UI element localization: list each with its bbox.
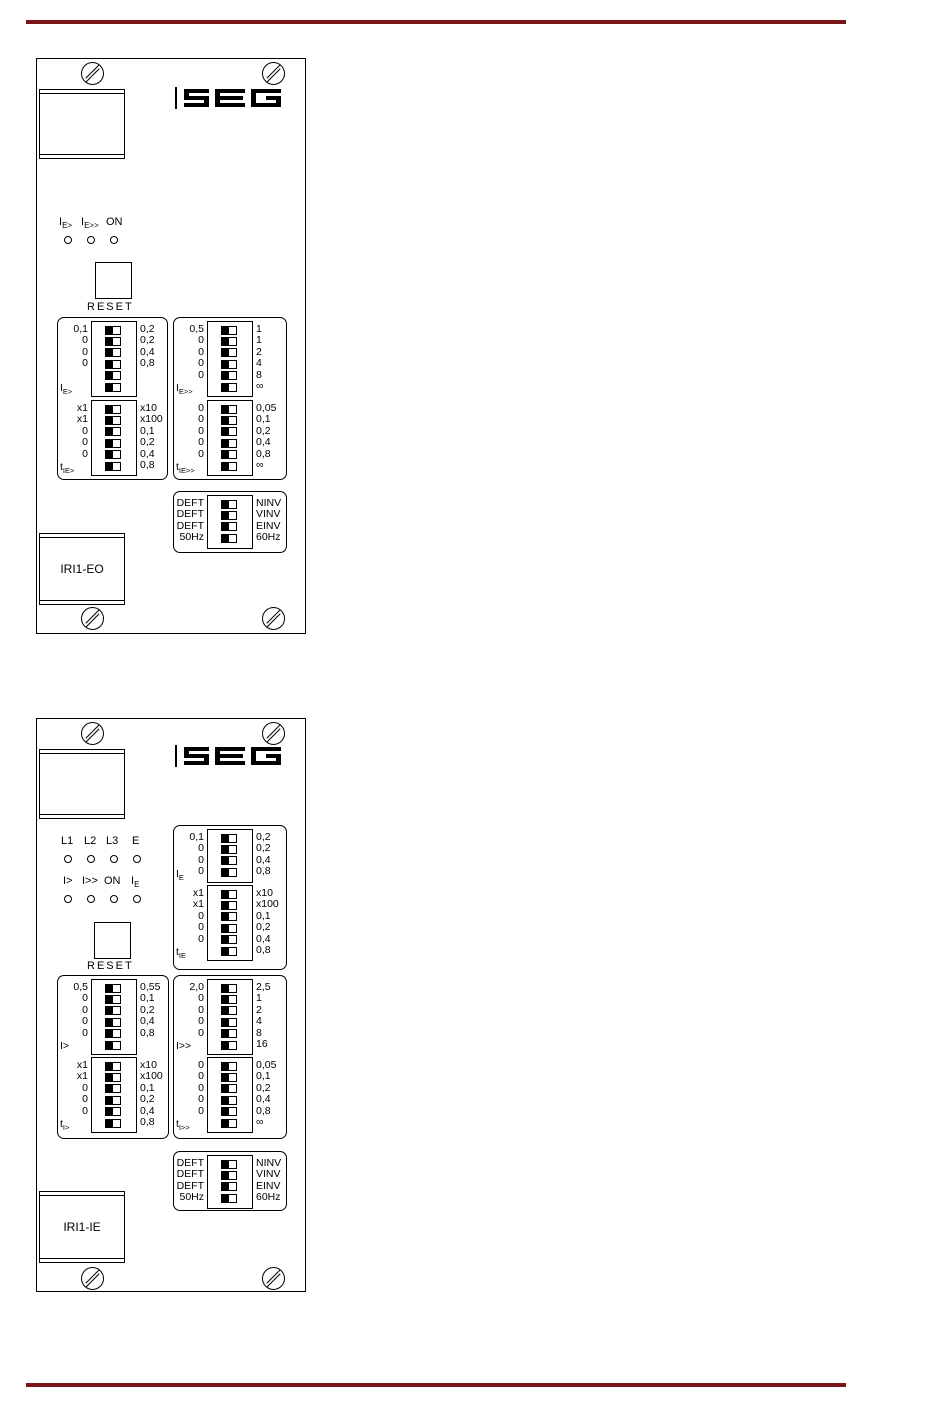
- led-indicator: [64, 855, 72, 863]
- dip-left-label: 50Hz: [179, 1191, 204, 1204]
- dip-left-label: 0: [198, 334, 204, 347]
- dip-left-label: 0: [198, 842, 204, 855]
- led-indicator: [87, 855, 95, 863]
- dip-left-label: 0: [198, 1093, 204, 1106]
- dip-switch[interactable]: [221, 856, 237, 865]
- led-indicator: [87, 895, 95, 903]
- dip-switch[interactable]: [105, 1006, 121, 1015]
- dip-right-label: 0,1: [140, 1081, 155, 1094]
- dip-right-label: 1: [256, 323, 262, 335]
- dip-right-label: NINV: [256, 1157, 282, 1169]
- dip-right-label: x100: [256, 898, 279, 911]
- dip-right-label: 0,1: [140, 992, 155, 1005]
- screw-icon: [262, 62, 285, 85]
- dip-right-label: ∞: [256, 380, 264, 392]
- reset-label: RESET: [87, 960, 134, 972]
- dip-switch[interactable]: [221, 427, 237, 436]
- led-indicator: [133, 855, 141, 863]
- dip-switch[interactable]: [221, 337, 237, 346]
- dip-right-label: 0,4: [140, 447, 155, 460]
- dip-switch[interactable]: [221, 522, 237, 531]
- dip-switch[interactable]: [105, 1018, 121, 1027]
- model-label: IRI1-EO: [60, 562, 104, 576]
- relay-front-panel-iri1-ie: [36, 718, 306, 1292]
- display-window: [39, 749, 125, 819]
- dip-right-label: 8: [256, 368, 262, 381]
- dip-left-label: 0: [198, 436, 204, 449]
- dip-switch[interactable]: [221, 1041, 237, 1050]
- footer-rule: [26, 1383, 846, 1387]
- dip-right-label: 0,2: [256, 424, 271, 437]
- dip-right-label: 0,1: [256, 909, 271, 922]
- dip-switch[interactable]: [105, 1029, 121, 1038]
- dip-left-label: 0: [82, 345, 88, 358]
- dip-switch[interactable]: [221, 1096, 237, 1105]
- dip-right-label: NINV: [256, 497, 282, 509]
- dip-right-label: 0,4: [256, 436, 271, 449]
- led-indicator: [110, 855, 118, 863]
- screw-icon: [81, 722, 104, 745]
- led-indicator: [133, 895, 141, 903]
- dip-right-label: 60Hz: [256, 1191, 281, 1204]
- dip-right-label: x10: [140, 402, 157, 414]
- dip-right-label: x10: [256, 887, 273, 899]
- dip-right-label: x100: [140, 1070, 163, 1083]
- dip-right-label: 0,1: [256, 1070, 271, 1083]
- dip-left-label: DEFT: [176, 1168, 204, 1181]
- dip-left-label: 0: [198, 1081, 204, 1094]
- model-plate: [39, 1191, 125, 1263]
- dip-switch[interactable]: [105, 427, 121, 436]
- dip-switch[interactable]: [221, 500, 237, 509]
- dip-left-label: 0: [198, 1070, 204, 1083]
- dip-switch[interactable]: [221, 1119, 237, 1128]
- dip-switch[interactable]: [105, 1062, 121, 1071]
- dip-left-label: 0: [198, 865, 204, 878]
- dip-left-label: DEFT: [176, 1157, 204, 1169]
- dip-right-label: 1: [256, 992, 262, 1005]
- dip-left-label: 0: [198, 921, 204, 934]
- dip-right-label: 0,8: [140, 1116, 155, 1128]
- dip-switch[interactable]: [105, 405, 121, 414]
- parameter-label: I>>: [176, 1040, 192, 1052]
- led-label-on: ON: [106, 216, 123, 228]
- dip-switch[interactable]: [105, 984, 121, 993]
- screw-icon: [262, 1267, 285, 1290]
- parameter-label: I>: [60, 1040, 70, 1052]
- header-rule: [26, 20, 846, 24]
- dip-right-label: ∞: [256, 1116, 264, 1128]
- dip-switch[interactable]: [221, 1160, 237, 1169]
- dip-right-label: 0,2: [256, 831, 271, 843]
- dip-switch[interactable]: [221, 360, 237, 369]
- dip-switch[interactable]: [221, 1107, 237, 1116]
- parameter-label: $t_{I>>}$: [176, 1118, 190, 1132]
- dip-left-label: DEFT: [176, 519, 204, 532]
- dip-switch[interactable]: [221, 371, 237, 380]
- dip-switch[interactable]: [221, 1194, 237, 1203]
- parameter-label: $t_{I>}$: [60, 1118, 70, 1132]
- dip-switch[interactable]: [221, 947, 237, 956]
- led-label-l1: L1: [61, 835, 74, 847]
- dip-switch[interactable]: [105, 326, 121, 335]
- parameter-label: $t_{IE>}$: [60, 461, 75, 475]
- dip-switch[interactable]: [221, 890, 237, 899]
- dip-left-label: 0: [198, 1003, 204, 1016]
- dip-right-label: 2: [256, 345, 262, 358]
- dip-left-label: 0: [82, 436, 88, 449]
- dip-left-label: 50Hz: [179, 531, 204, 544]
- dip-switch[interactable]: [105, 383, 121, 392]
- dip-right-label: 0,4: [256, 1093, 271, 1106]
- dip-left-label: 0: [82, 357, 88, 370]
- dip-right-label: 0,4: [256, 932, 271, 945]
- dip-right-label: x100: [140, 413, 163, 426]
- led-label-i-high: I>>: [82, 875, 98, 887]
- dip-right-label: 0,2: [256, 921, 271, 934]
- led-indicator: [110, 236, 118, 244]
- dip-left-label: 0: [82, 424, 88, 437]
- led-indicator: [64, 236, 72, 244]
- led-indicator: [87, 236, 95, 244]
- dip-switch[interactable]: [221, 1084, 237, 1093]
- dip-switch[interactable]: [105, 1073, 121, 1082]
- dip-left-label: 0: [82, 1093, 88, 1106]
- dip-switch[interactable]: [221, 348, 237, 357]
- dip-switch[interactable]: [221, 935, 237, 944]
- dip-right-label: 0,8: [140, 1026, 155, 1039]
- dip-right-label: 0,2: [140, 323, 155, 335]
- dip-left-label: 0: [82, 334, 88, 347]
- dip-switch[interactable]: [221, 439, 237, 448]
- dip-switch[interactable]: [221, 834, 237, 843]
- dip-right-label: 0,2: [256, 1081, 271, 1094]
- dip-right-label: 0,2: [140, 436, 155, 449]
- dip-switch[interactable]: [105, 1107, 121, 1116]
- dip-right-label: 0,8: [256, 1104, 271, 1117]
- screw-icon: [81, 607, 104, 630]
- dip-switch[interactable]: [221, 1018, 237, 1027]
- dip-left-label: 0: [198, 368, 204, 381]
- dip-switch[interactable]: [221, 1182, 237, 1191]
- dip-right-label: 0,4: [140, 1015, 155, 1028]
- dip-right-label: 0,2: [140, 334, 155, 347]
- dip-left-label: 0: [82, 1026, 88, 1039]
- reset-button[interactable]: [94, 922, 131, 959]
- dip-right-label: 0,8: [256, 865, 271, 878]
- dip-left-label: x1: [76, 413, 88, 426]
- dip-right-label: 0,8: [256, 447, 271, 460]
- led-indicator: [110, 895, 118, 903]
- dip-switch[interactable]: [221, 1171, 237, 1180]
- dip-right-label: 0,1: [256, 413, 271, 426]
- dip-switch[interactable]: [105, 371, 121, 380]
- dip-switch[interactable]: [221, 462, 237, 471]
- dip-left-label: 0: [198, 413, 204, 426]
- dip-right-label: 4: [256, 1015, 262, 1028]
- dip-left-label: 2,0: [189, 981, 204, 993]
- dip-right-label: 8: [256, 1026, 262, 1039]
- dip-switch[interactable]: [221, 511, 237, 520]
- dip-switch[interactable]: [221, 1062, 237, 1071]
- dip-right-label: 1: [256, 334, 262, 347]
- dip-switch[interactable]: [221, 924, 237, 933]
- relay-front-panel-iri1-eo: [36, 58, 306, 634]
- dip-switch[interactable]: [105, 1084, 121, 1093]
- dip-right-label: 0,55: [140, 981, 161, 993]
- seg-logo: [175, 87, 283, 109]
- led-label-on: ON: [104, 875, 121, 887]
- dip-right-label: 0,4: [256, 853, 271, 866]
- dip-right-label: 4: [256, 357, 262, 370]
- dip-switch[interactable]: [105, 337, 121, 346]
- led-label-l3: L3: [106, 835, 119, 847]
- dip-left-label: x1: [76, 402, 88, 414]
- dip-switch[interactable]: [105, 1096, 121, 1105]
- reset-button[interactable]: [95, 262, 132, 299]
- dip-right-label: ∞: [256, 459, 264, 471]
- dip-left-label: 0: [82, 1003, 88, 1016]
- dip-switch[interactable]: [221, 995, 237, 1004]
- dip-left-label: 0: [198, 357, 204, 370]
- display-window: [39, 89, 125, 159]
- dip-right-label: 0,05: [256, 402, 277, 414]
- led-label-i-low: I>: [63, 875, 73, 887]
- dip-right-label: EINV: [256, 1179, 281, 1192]
- dip-switch[interactable]: [105, 995, 121, 1004]
- dip-right-label: 0,8: [140, 459, 155, 471]
- dip-left-label: 0: [198, 909, 204, 922]
- parameter-label: $I_{E>>}$: [176, 382, 193, 396]
- dip-right-label: 0,2: [140, 1093, 155, 1106]
- dip-switch[interactable]: [105, 450, 121, 459]
- dip-switch[interactable]: [105, 439, 121, 448]
- dip-switch[interactable]: [105, 360, 121, 369]
- dip-left-label: 0,1: [73, 323, 88, 335]
- dip-right-label: VINV: [256, 508, 281, 521]
- dip-switch[interactable]: [105, 462, 121, 471]
- screw-icon: [81, 62, 104, 85]
- led-label-e: E: [132, 835, 140, 847]
- dip-switch[interactable]: [221, 405, 237, 414]
- dip-left-label: 0: [198, 932, 204, 945]
- dip-switch[interactable]: [105, 416, 121, 425]
- dip-right-label: 0,2: [256, 842, 271, 855]
- model-plate: [39, 533, 125, 605]
- dip-right-label: VINV: [256, 1168, 281, 1181]
- dip-right-label: EINV: [256, 519, 281, 532]
- dip-left-label: 0,1: [189, 831, 204, 843]
- dip-switch[interactable]: [105, 1041, 121, 1050]
- dip-switch[interactable]: [221, 901, 237, 910]
- dip-left-label: x1: [192, 887, 204, 899]
- parameter-label: $t_{IE>>}$: [176, 461, 195, 475]
- dip-left-label: 0: [82, 447, 88, 460]
- dip-switch[interactable]: [105, 1119, 121, 1128]
- dip-left-label: 0: [198, 1104, 204, 1117]
- dip-right-label: 0,4: [140, 1104, 155, 1117]
- dip-switch[interactable]: [221, 984, 237, 993]
- dip-right-label: 0,4: [140, 345, 155, 358]
- led-label-ie-high: $I_{E>>}$: [81, 216, 99, 230]
- parameter-label: $t_{IE}$: [176, 946, 187, 960]
- dip-right-label: 2: [256, 1003, 262, 1016]
- dip-left-label: 0: [82, 1015, 88, 1028]
- dip-right-label: 16: [256, 1038, 268, 1050]
- dip-left-label: x1: [76, 1059, 88, 1071]
- led-label-ie: $I_E$: [131, 875, 140, 889]
- dip-switch[interactable]: [221, 1073, 237, 1082]
- dip-left-label: 0: [198, 402, 204, 414]
- screw-icon: [262, 722, 285, 745]
- dip-switch[interactable]: [221, 450, 237, 459]
- dip-switch[interactable]: [221, 534, 237, 543]
- dip-switch[interactable]: [221, 912, 237, 921]
- dip-left-label: x1: [76, 1070, 88, 1083]
- dip-left-label: 0: [198, 424, 204, 437]
- dip-left-label: 0: [198, 345, 204, 358]
- dip-left-label: 0: [198, 1026, 204, 1039]
- reset-label: RESET: [87, 301, 134, 313]
- dip-right-label: 2,5: [256, 981, 271, 993]
- parameter-label: $I_E$: [176, 868, 184, 882]
- dip-right-label: 0,05: [256, 1059, 277, 1071]
- dip-left-label: 0: [198, 447, 204, 460]
- seg-logo: [175, 745, 283, 767]
- dip-right-label: 0,8: [140, 357, 155, 370]
- dip-left-label: 0: [198, 1059, 204, 1071]
- dip-right-label: 0,8: [256, 944, 271, 956]
- parameter-label: $I_{E>}$: [60, 382, 73, 396]
- dip-left-label: x1: [192, 898, 204, 911]
- dip-left-label: 0: [82, 1104, 88, 1117]
- dip-switch[interactable]: [221, 868, 237, 877]
- dip-right-label: x10: [140, 1059, 157, 1071]
- dip-switch[interactable]: [221, 1006, 237, 1015]
- dip-right-label: 60Hz: [256, 531, 281, 544]
- dip-right-label: 0,1: [140, 424, 155, 437]
- dip-left-label: 0: [198, 1015, 204, 1028]
- dip-switch[interactable]: [221, 416, 237, 425]
- dip-switch[interactable]: [221, 383, 237, 392]
- dip-left-label: 0,5: [189, 323, 204, 335]
- dip-left-label: DEFT: [176, 497, 204, 509]
- screw-icon: [81, 1267, 104, 1290]
- dip-switch[interactable]: [221, 326, 237, 335]
- dip-right-label: 0,2: [140, 1003, 155, 1016]
- dip-left-label: 0: [82, 1081, 88, 1094]
- dip-left-label: DEFT: [176, 508, 204, 521]
- dip-left-label: 0: [82, 992, 88, 1005]
- dip-left-label: 0: [198, 992, 204, 1005]
- dip-left-label: DEFT: [176, 1179, 204, 1192]
- led-label-l2: L2: [84, 835, 97, 847]
- dip-switch[interactable]: [221, 845, 237, 854]
- dip-left-label: 0: [198, 853, 204, 866]
- dip-switch[interactable]: [105, 348, 121, 357]
- dip-switch[interactable]: [221, 1029, 237, 1038]
- dip-left-label: 0,5: [73, 981, 88, 993]
- led-label-ie-low: $I_{E>}$: [59, 216, 73, 230]
- model-label: IRI1-IE: [63, 1220, 101, 1234]
- led-indicator: [64, 895, 72, 903]
- screw-icon: [262, 607, 285, 630]
